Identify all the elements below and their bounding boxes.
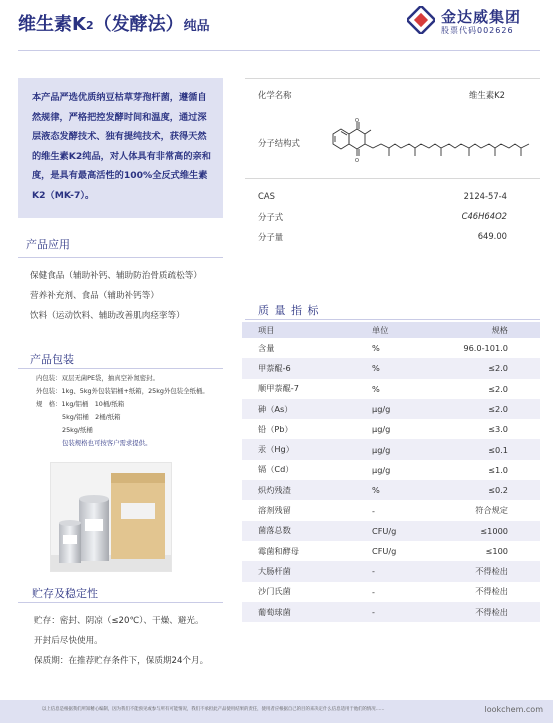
mw-value: 649.00 xyxy=(477,231,507,241)
chem-name-label: 化学名称 xyxy=(258,90,292,100)
table-row xyxy=(242,460,540,480)
product-photo xyxy=(50,462,172,572)
cell-spec: ≤1000 xyxy=(480,525,508,536)
quality-table xyxy=(242,322,540,622)
cell-item: 葡萄球菌 xyxy=(258,606,291,617)
table-row xyxy=(242,439,540,459)
cell-item: 沙门氏菌 xyxy=(258,586,291,597)
cas-label: CAS xyxy=(258,191,275,201)
cell-spec: 不得检出 xyxy=(475,606,508,617)
cell-unit: CFU/g xyxy=(372,525,397,536)
header-divider xyxy=(18,50,540,51)
list-item: 规 格：1kg/铝桶 10桶/纸箱 xyxy=(36,400,125,408)
properties-mid-divider xyxy=(245,178,540,179)
cell-item: 菌落总数 xyxy=(258,525,291,536)
cell-item: 顺甲萘醌-7 xyxy=(258,383,299,394)
cell-item: 汞（Hg） xyxy=(258,444,294,455)
cell-unit: - xyxy=(372,607,375,617)
intro-text: 本产品严选优质纳豆枯草芽孢杆菌，遵循自然规律，严格把控发酵时间和温度，通过深层液态发酵技术、独有提纯技术，获得天然的维生素K2纯品，对人体具有非常高的亲和度，是具有最高活性的100%全反式维生素K2（MK-7）。 xyxy=(32,92,211,201)
packaging-divider xyxy=(18,368,223,369)
table-row xyxy=(242,582,540,602)
list-item: 饮料（运动饮料、辅助改善肌肉痉挛等） xyxy=(30,311,185,321)
cell-unit: % xyxy=(372,363,380,374)
table-body xyxy=(242,338,540,622)
cell-item: 铅（Pb） xyxy=(258,423,293,434)
formula-label: 分子式 xyxy=(258,212,284,222)
logo-mark-icon xyxy=(407,6,435,34)
storage-title: 贮存及稳定性 xyxy=(32,587,98,600)
mw-label: 分子量 xyxy=(258,232,284,242)
cell-spec: ≤0.1 xyxy=(488,444,508,455)
cell-spec: 不得检出 xyxy=(475,565,508,576)
cell-unit: % xyxy=(372,485,380,496)
packaging-note: 包装规格也可按客户需求提供。 xyxy=(62,439,152,447)
svg-text:O: O xyxy=(355,118,359,124)
cell-unit: - xyxy=(372,586,375,597)
cell-item: 含量 xyxy=(258,342,275,353)
table-row xyxy=(242,541,540,561)
storage-details xyxy=(34,611,208,671)
company-logo xyxy=(407,6,539,36)
table-row xyxy=(242,480,540,500)
formula-value: C46H64O2 xyxy=(461,211,507,221)
table-row xyxy=(242,419,540,439)
cell-unit: - xyxy=(372,566,375,577)
cell-item: 甲萘醌-6 xyxy=(258,362,291,373)
list-item: 内包装：双层无菌PE袋，抽真空补氮密封。 xyxy=(36,374,159,382)
chem-name-value: 维生素K2 xyxy=(469,90,505,100)
table-row xyxy=(242,500,540,520)
footer-watermark: lookchem.com xyxy=(484,705,543,714)
cell-unit: - xyxy=(372,505,375,516)
svg-text:O: O xyxy=(355,158,359,164)
cell-spec: 不得检出 xyxy=(475,586,508,597)
stock-code: 股票代码002626 xyxy=(441,26,514,35)
cell-spec: ≤2.0 xyxy=(488,404,508,415)
packaging-details xyxy=(36,372,209,450)
cell-item: 溶剂残留 xyxy=(258,505,291,516)
table-row xyxy=(242,602,540,622)
cell-spec: 96.0-101.0 xyxy=(463,343,508,354)
cell-spec: ≤1.0 xyxy=(488,464,508,475)
header-spec: 规格 xyxy=(491,324,508,335)
packaging-title: 产品包装 xyxy=(30,353,74,366)
list-item: 保健食品（辅助补钙、辅助防治骨质疏松等） xyxy=(30,271,202,281)
table-row xyxy=(242,561,540,581)
header-unit: 单位 xyxy=(372,324,389,335)
table-header xyxy=(242,322,540,338)
cell-unit: μg/g xyxy=(372,424,391,435)
structure-label: 分子结构式 xyxy=(258,138,300,148)
cell-spec: ≤2.0 xyxy=(488,363,508,374)
applications-divider xyxy=(18,257,223,258)
intro-box xyxy=(18,78,223,218)
cell-spec: ≤3.0 xyxy=(488,424,508,435)
cell-spec: ≤100 xyxy=(485,546,508,557)
molecular-structure-icon xyxy=(325,118,537,166)
applications-list xyxy=(30,266,202,326)
footer-bar xyxy=(0,700,553,723)
cell-item: 霉菌和酵母 xyxy=(258,545,299,556)
cell-unit: % xyxy=(372,383,380,394)
list-item: 贮存：密封、阴凉（≤20℃）、干燥、避光。 xyxy=(34,616,204,626)
list-item: 外包装：1kg、5kg外包装铝桶+纸箱，25kg外包装全纸桶。 xyxy=(36,387,209,395)
quality-divider xyxy=(245,319,540,320)
cell-item: 镉（Cd） xyxy=(258,464,294,475)
quality-title: 质 量 指 标 xyxy=(258,304,320,317)
company-name: 金达威集团 xyxy=(441,8,522,26)
list-item: 开封后尽快使用。 xyxy=(34,636,103,646)
cell-spec: ≤2.0 xyxy=(488,383,508,394)
footer-disclaimer: 以上信息是根据我们所知精心编制，因为我们不能预见或参与所有可能情况，我们不承担此产品使用结果的责任，使用者应根据自己的目的来决定什么信息适用于他们的情况…… xyxy=(42,707,385,712)
cell-item: 炽灼残渣 xyxy=(258,484,291,495)
list-item: 保质期：在推荐贮存条件下，保质期24个月。 xyxy=(34,656,209,666)
list-item: 5kg/铝桶 2桶/纸箱 xyxy=(62,413,121,421)
cell-unit: CFU/g xyxy=(372,546,397,557)
list-item: 25kg/纸桶 xyxy=(62,426,93,434)
cell-item: 大肠杆菌 xyxy=(258,565,291,576)
list-item: 营养补充剂、食品（辅助补钙等） xyxy=(30,291,159,301)
cell-unit: μg/g xyxy=(372,404,391,415)
applications-title: 产品应用 xyxy=(26,238,70,251)
cell-spec: ≤0.2 xyxy=(488,485,508,496)
cell-unit: % xyxy=(372,343,380,354)
table-row xyxy=(242,358,540,378)
product-containers-icon xyxy=(51,463,172,572)
page-title: 维生素K2（发酵法）纯品 xyxy=(18,14,210,35)
header-item: 项目 xyxy=(258,324,275,335)
cell-unit: μg/g xyxy=(372,464,391,475)
table-row xyxy=(242,399,540,419)
table-row xyxy=(242,521,540,541)
cas-value: 2124-57-4 xyxy=(463,191,507,201)
storage-divider xyxy=(18,602,223,603)
table-row xyxy=(242,338,540,358)
cell-spec: 符合规定 xyxy=(475,505,508,516)
cell-item: 砷（As） xyxy=(258,403,293,414)
cell-unit: μg/g xyxy=(372,444,391,455)
table-row xyxy=(242,379,540,399)
properties-top-divider xyxy=(245,78,540,79)
